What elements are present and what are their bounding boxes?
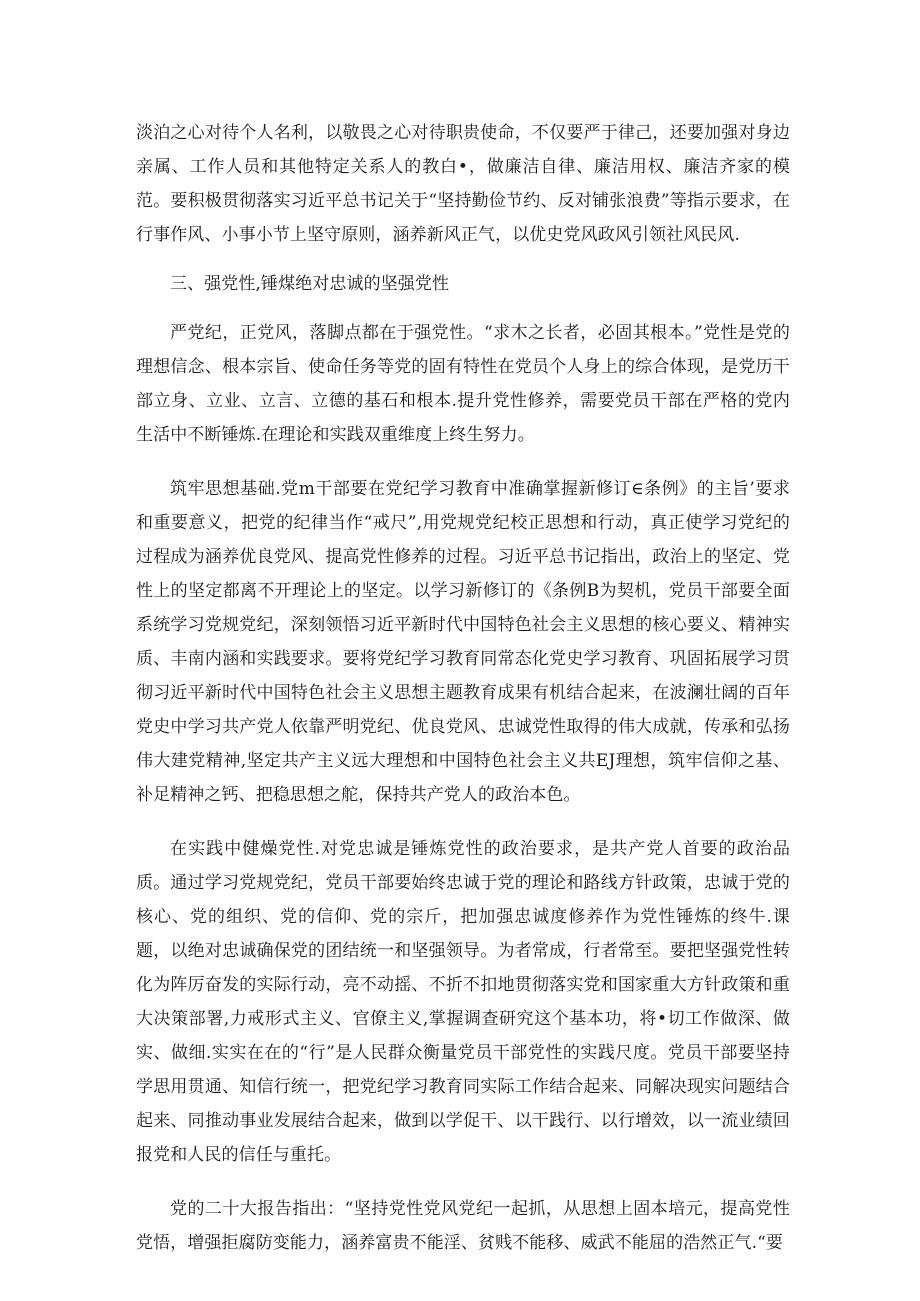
paragraph-ideological-foundation: 筑牢思想基础.党m干部要在党纪学习教育中准确掌握新修订∈条例》的主旨’要求和重要意义，把党的纪律当作“戒尺”,用党规党纪校正思想和行动，真正使学习党纪的过程成为涵养优良党风、提高党性修养的过程。习近平总书记指出，政治上的坚定、党性上的坚定都离不开理论上的坚定。以学习新修订的《条例B为契机，党员干部要全面系统学习党规党纪，深刻领悟习近平新时代中国特色社会主义思想的核心要义、精神实质、丰南内涵和实践要求。要将党纪学习教育同常态化党史学习教育、巩固拓展学习贯彻习近平新时代中国特色社会主义思想主题教育成果有机结合起来，在波澜壮阔的百年党史中学习共产党人依靠严明党纪、优良党风、忠诚党性取得的伟大成就，传承和弘扬伟大建党精神,坚定共产主义远大理想和中国特色社会主义共EJ理想，筑牢信仰之基、补足精神之钙、把稳思想之舵，保持共产党人的政治本色。	[136, 479, 790, 805]
section-heading: 三、强党性,锤煤绝对忠诚的坚强党性	[170, 274, 450, 294]
paragraph-practice-party-spirit: 在实践中健燥党性.对党忠诚是锤炼党性的政治要求，是共产党人首要的政治品质。通过学习党规党纪，党员干部要始终忠诚于党的理论和路线方针政策，忠诚于党的核心、党的组织、党的信仰、党的宗斤，把加强忠诚度修养作为党性锤炼的终牛.课题，以绝对忠诚确保党的团结统一和坚强领导。为者常成，行者常至。要把坚强党性转化为阵厉奋发的实际行动，亮不动摇、不折不扣地贯彻落实党和国家重大方针政策和重大决策部署,力戒形式主义、官僚主义,掌握调查研究这个基本功，将•切工作做深、做实、做细.实实在在的“行”是人民群众衡量党员干部党性的实践尺度。党员干部要坚持学思用贯通、知信行统一，把党纪学习教育同实际工作结合起来、同解决现实问题结合起来、同推动事业发展结合起来，做到以学促干、以干践行、以行增效，以一流业绩回报党和人民的信任与重托。	[136, 839, 790, 1165]
paragraph-twentieth-congress-report: 党的二十大报告指出：“坚持党性党风党纪一起抓，从思想上固本培元，提高党性党悟，增强拒腐防变能力，涵养富贵不能淫、贫贱不能移、威武不能屈的浩然正气.“要	[136, 1199, 790, 1253]
paragraph-continuation: 淡泊之心对待个人名利，以敬畏之心对待职贵使命，不仅要严于律己，还要加强对身边亲属、工作人员和其他特定关系人的教白•，做廉洁自律、廉洁用权、廉洁齐家的模范。要积极贯彻落实习近平总书记关于“坚持勤俭节约、反对铺张浪费”等指示要求，在行事作风、小事小节上坚守原则，涵养新风正气，以优史党风政风引领社风民风.	[136, 123, 790, 245]
paragraph-party-spirit-intro: 严党纪，正党风，落脚点都在于强党性。“求木之长者，必固其根本。”党性是党的理想信念、根本宗旨、使命任务等党的固有特性在党员个人身上的综合体现，是党历干部立身、立业、立言、立德的基石和根本.提升党性修养，需要党员干部在严格的党内生活中不断锤炼.在理论和实践双重维度上终生努力。	[136, 323, 790, 445]
document-body	[136, 116, 790, 1260]
